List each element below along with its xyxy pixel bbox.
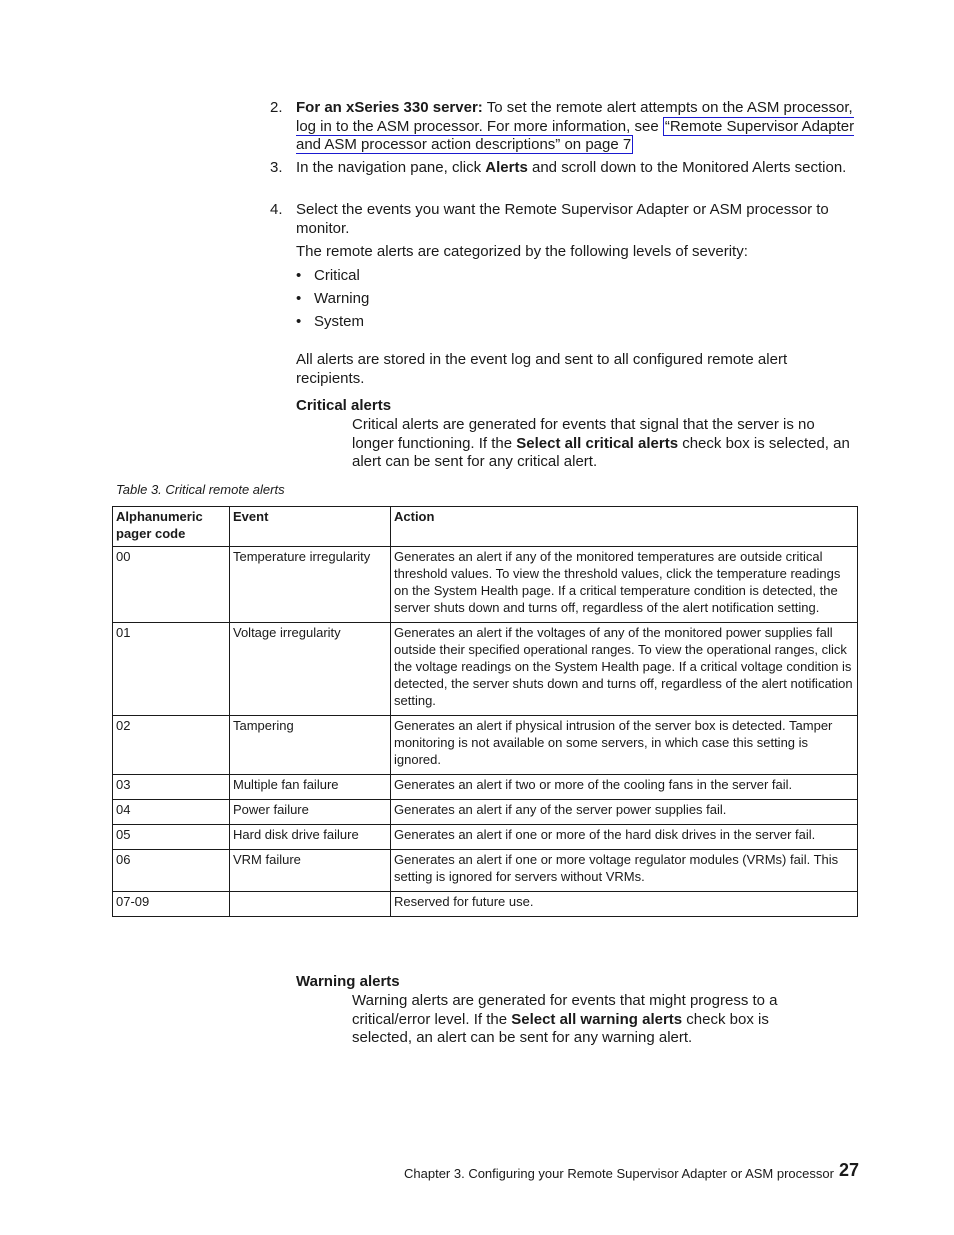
- pager-code-cell: 01: [113, 623, 230, 716]
- pager-code-cell: 07-09: [113, 892, 230, 917]
- table-row: [113, 892, 858, 917]
- event-cell: [230, 892, 391, 917]
- chapter-footer: Chapter 3. Configuring your Remote Supervisor Adapter or ASM processor: [404, 1166, 834, 1181]
- event-cell: Temperature irregularity: [230, 547, 391, 623]
- page-number: 27: [839, 1160, 860, 1180]
- bullet-icon: •: [296, 313, 302, 330]
- warning-paragraph: [352, 992, 822, 1048]
- action-cell: Generates an alert if the voltages of any of the monitored power supplies fall outside their specified operational ranges. To view the operational ranges, click the voltage readings on the System Health page. If a critical voltage condition is detected, the server shuts down and turns off, regardless of the alert notification setting.: [391, 623, 858, 716]
- step-number: 4.: [270, 201, 283, 218]
- table-row: [113, 850, 858, 892]
- step-bold-term: Alerts: [485, 159, 528, 176]
- column-header: Action: [391, 507, 858, 547]
- pager-code-cell: 06: [113, 850, 230, 892]
- pager-code-cell: 00: [113, 547, 230, 623]
- table-header-row: [113, 507, 858, 547]
- critical-paragraph: [352, 416, 858, 472]
- step-4: Select the events you want the Remote Supervisor Adapter or ASM processor to monitor.: [296, 201, 829, 237]
- paragraph-bold-term: Select all critical alerts: [516, 434, 679, 452]
- critical-alerts-table: [112, 506, 858, 917]
- table-row: [113, 547, 858, 623]
- step-number: 3.: [270, 159, 283, 176]
- critical-heading: Critical alerts: [296, 397, 392, 414]
- list-item-label: Warning: [314, 290, 370, 307]
- action-cell: Generates an alert if two or more of the cooling fans in the server fail.: [391, 775, 858, 800]
- action-cell: Generates an alert if physical intrusion of the server box is detected. Tamper monitoring is not available on some servers, in which case this setting is ignored.: [391, 716, 858, 775]
- step-3: [296, 159, 856, 178]
- paragraph-text: check box is selected, an alert can be sent for any critical alert.: [352, 434, 850, 470]
- list-item: [296, 313, 364, 332]
- table-row: [113, 716, 858, 775]
- event-cell: Tampering: [230, 716, 391, 775]
- cross-reference-link[interactable]: “Remote Supervisor Adapter and ASM processor action descriptions” on page 7: [296, 117, 855, 153]
- step-text: In the navigation pane, click: [296, 159, 482, 176]
- list-item: [296, 290, 369, 309]
- action-cell: Generates an alert if any of the monitored temperatures are outside critical threshold values. To view the threshold values, click the temperature readings on the System Health page. If a critical temperature condition is detected, the server shuts down and turns off, regardless of the alert notification setting.: [391, 547, 858, 623]
- table-row: [113, 825, 858, 850]
- bullet-icon: •: [296, 267, 302, 284]
- event-cell: Multiple fan failure: [230, 775, 391, 800]
- column-header: Alphanumeric pager code: [113, 507, 230, 547]
- stored-paragraph: All alerts are stored in the event log and sent to all configured remote alert recipients.: [296, 351, 788, 387]
- column-header: Event: [230, 507, 391, 547]
- pager-code-cell: 02: [113, 716, 230, 775]
- list-item-label: System: [314, 313, 365, 330]
- paragraph-text: Critical alerts are generated for events that signal that the server is no longer functioning. If the: [352, 416, 815, 452]
- table-caption: Table 3. Critical remote alerts: [116, 482, 285, 497]
- severity-intro: The remote alerts are categorized by the following levels of severity:: [296, 243, 748, 260]
- table-row: [113, 800, 858, 825]
- paragraph-bold-term: Select all warning alerts: [511, 1010, 683, 1028]
- paragraph-text: Warning alerts are generated for events that might progress to a critical/error level. If the: [352, 992, 778, 1028]
- event-cell: Voltage irregularity: [230, 623, 391, 716]
- table-row: [113, 623, 858, 716]
- pager-code-cell: 04: [113, 800, 230, 825]
- event-cell: Hard disk drive failure: [230, 825, 391, 850]
- action-cell: Generates an alert if any of the server power supplies fail.: [391, 800, 858, 825]
- action-cell: Generates an alert if one or more of the hard disk drives in the server fail.: [391, 825, 858, 850]
- paragraph-text: check box is selected, an alert can be sent for any warning alert.: [352, 1010, 769, 1046]
- event-cell: Power failure: [230, 800, 391, 825]
- event-cell: VRM failure: [230, 850, 391, 892]
- step-2: [296, 99, 856, 155]
- action-cell: Reserved for future use.: [391, 892, 858, 917]
- list-item-label: Critical: [314, 267, 360, 284]
- step-text: To set the remote alert attempts on the ASM processor, log in to the ASM processor. For more information, see: [296, 99, 853, 135]
- step-number: 2.: [270, 99, 283, 116]
- list-item: [296, 267, 360, 286]
- step-bold-lead: For an xSeries 330 server:: [296, 99, 483, 116]
- pager-code-cell: 05: [113, 825, 230, 850]
- warning-heading: Warning alerts: [296, 973, 400, 990]
- pager-code-cell: 03: [113, 775, 230, 800]
- action-cell: Generates an alert if one or more voltage regulator modules (VRMs) fail. This setting is ignored for servers without VRMs.: [391, 850, 858, 892]
- step-text: and scroll down to the Monitored Alerts section.: [532, 159, 847, 176]
- table-row: [113, 775, 858, 800]
- bullet-icon: •: [296, 290, 302, 307]
